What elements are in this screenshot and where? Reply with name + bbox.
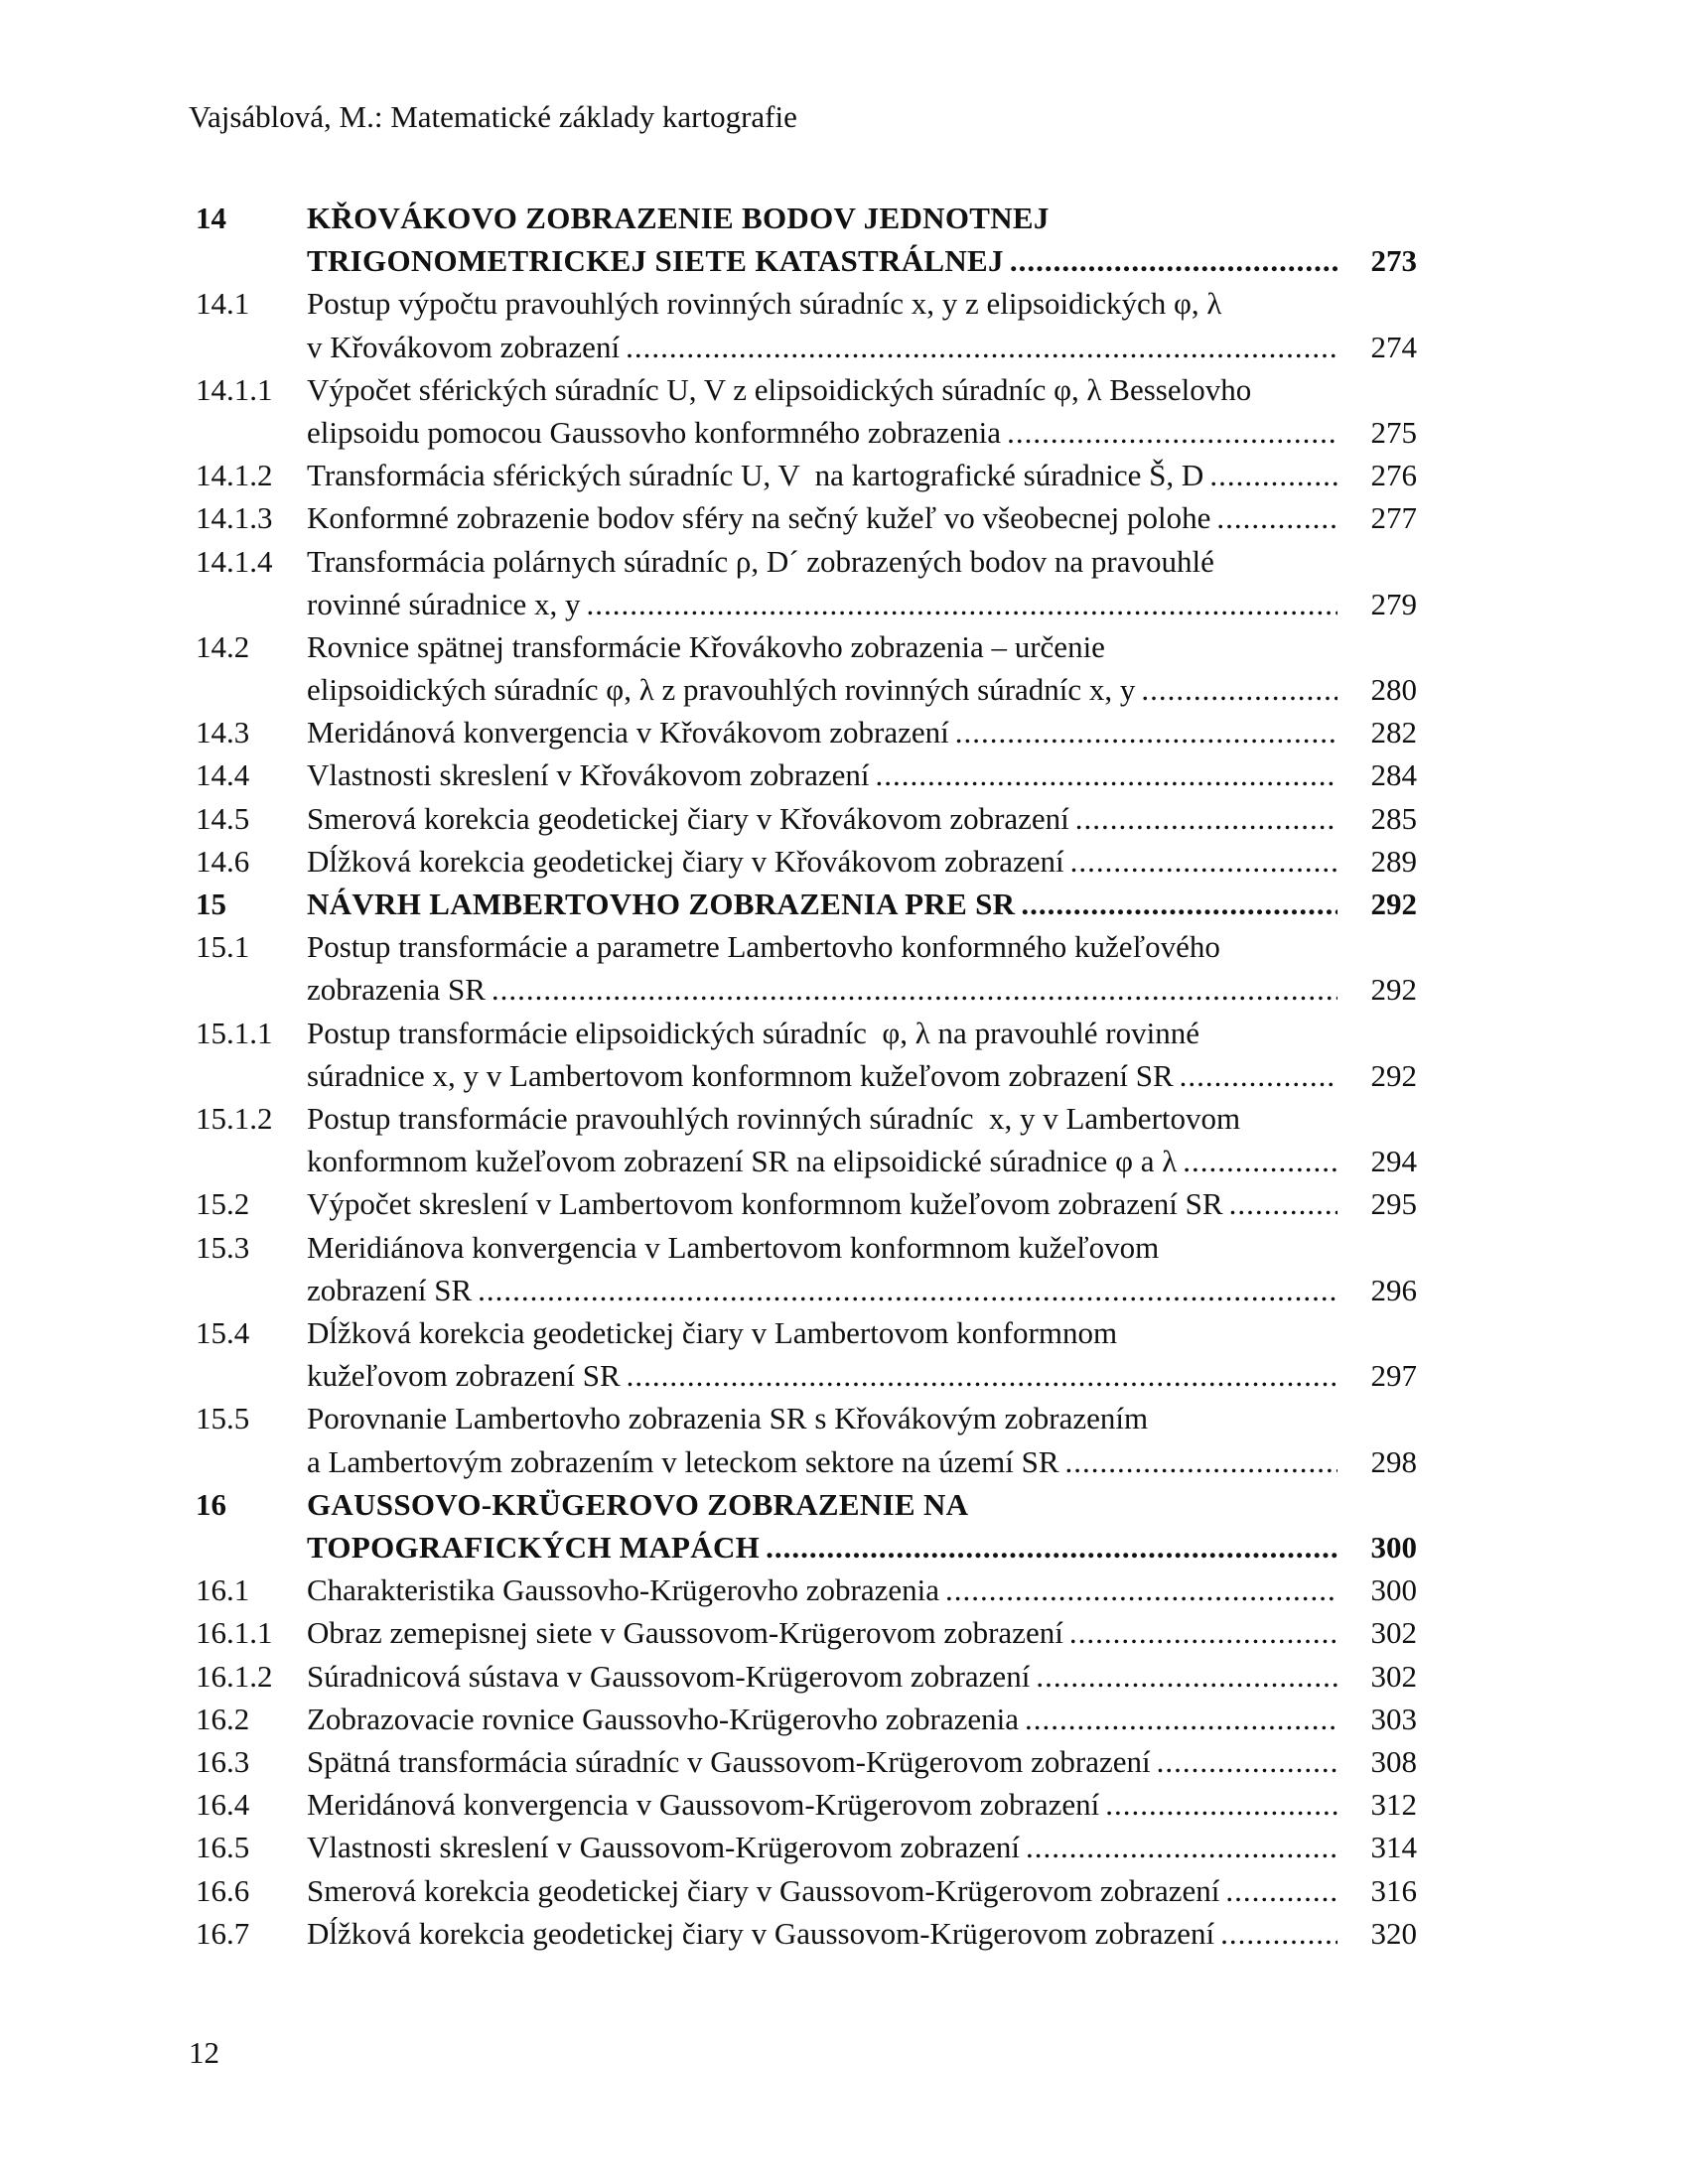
dot-leader bbox=[472, 1269, 1336, 1311]
dot-leader bbox=[1020, 1826, 1336, 1868]
dot-leader bbox=[1151, 1740, 1337, 1783]
toc-title-line bbox=[307, 968, 1417, 1011]
toc-entry-title bbox=[307, 1569, 1417, 1611]
toc-entry-number: 14.5 bbox=[196, 800, 250, 836]
toc-title-line bbox=[307, 797, 1417, 840]
toc-entry bbox=[196, 1912, 1417, 1955]
toc-page-number: 295 bbox=[1370, 1186, 1417, 1222]
toc-entry-title bbox=[307, 1869, 1417, 1912]
toc-entry-title bbox=[307, 368, 1417, 454]
toc-entry bbox=[196, 368, 1417, 454]
toc-title-line bbox=[307, 411, 1417, 454]
toc-title-line bbox=[307, 840, 1417, 883]
toc-entry-title bbox=[307, 925, 1417, 1011]
dot-leader bbox=[1019, 1698, 1337, 1740]
toc-page-number: 314 bbox=[1370, 1830, 1417, 1865]
toc-title-line bbox=[307, 668, 1417, 711]
toc-entry-number: 14 bbox=[196, 201, 226, 235]
toc-title-text: Postup transformácie elipsoidických súradníc φ, λ na pravouhlé rovinné bbox=[307, 1015, 1199, 1050]
toc-title-text: súradnice x, y v Lambertovom konformnom kužeľovom zobrazení SR bbox=[307, 1057, 1174, 1093]
dot-leader bbox=[1063, 1611, 1337, 1654]
toc-title-text: Obraz zemepisnej siete v Gaussovom-Krügerovom zobrazení bbox=[307, 1615, 1063, 1651]
toc-entry-number: 14.1.4 bbox=[196, 543, 273, 579]
toc-title-text: elipsoidických súradníc φ, λ z pravouhlých rovinných súradníc x, y bbox=[307, 672, 1136, 708]
toc-entry-title bbox=[307, 1826, 1417, 1868]
toc-entry bbox=[196, 1397, 1417, 1482]
toc-entry bbox=[196, 1012, 1417, 1097]
dot-leader bbox=[949, 711, 1337, 753]
toc-title-text: Vlastnosti skreslení v Gaussovom-Krügerovom zobrazení bbox=[307, 1830, 1021, 1865]
toc-entry-number: 14.4 bbox=[196, 757, 250, 793]
toc-entry-title bbox=[307, 197, 1417, 282]
toc-title-text: Dĺžková korekcia geodetickej čiary v Lambertovom konformnom bbox=[307, 1315, 1118, 1350]
toc-title-line bbox=[307, 583, 1417, 625]
toc-title-line bbox=[307, 368, 1417, 411]
toc-title-line bbox=[307, 1397, 1417, 1439]
toc-title-line bbox=[307, 239, 1417, 282]
toc-title-line bbox=[307, 1826, 1417, 1868]
toc-entry-title bbox=[307, 1397, 1417, 1482]
toc-title-line bbox=[307, 540, 1417, 583]
dot-leader bbox=[1069, 797, 1337, 840]
toc-title-line bbox=[307, 282, 1417, 325]
toc-entry-number: 16.5 bbox=[196, 1830, 250, 1865]
toc-page-number: 276 bbox=[1370, 458, 1417, 493]
toc-page-number: 298 bbox=[1370, 1443, 1417, 1479]
toc-entry-number: 15.3 bbox=[196, 1229, 250, 1265]
toc-entry-number: 15.2 bbox=[196, 1186, 250, 1222]
toc-entry-title bbox=[307, 1740, 1417, 1783]
toc-page-number: 294 bbox=[1370, 1144, 1417, 1179]
toc-entry-number: 14.3 bbox=[196, 715, 250, 751]
dot-leader bbox=[939, 1569, 1337, 1611]
toc-title-text: Postup transformácie pravouhlých rovinných súradníc x, y v Lambertovom bbox=[307, 1101, 1241, 1137]
toc-title-line bbox=[307, 197, 1417, 239]
toc-page-number: 292 bbox=[1370, 1057, 1417, 1093]
toc-page-number: 292 bbox=[1370, 887, 1417, 922]
toc-entry-title bbox=[307, 282, 1417, 367]
toc-title-text: GAUSSOVO-KRÜGEROVO ZOBRAZENIE NA bbox=[307, 1486, 969, 1522]
toc-entry-number: 16.3 bbox=[196, 1743, 250, 1779]
toc-entry-number: 15 bbox=[196, 887, 226, 922]
toc-entry bbox=[196, 1869, 1417, 1912]
toc-page-number: 274 bbox=[1370, 329, 1417, 364]
toc-title-line bbox=[307, 1311, 1417, 1354]
toc-title-line bbox=[307, 625, 1417, 668]
toc-title-line bbox=[307, 711, 1417, 753]
toc-entry-number: 14.1 bbox=[196, 286, 250, 322]
dot-leader bbox=[620, 326, 1336, 368]
toc-entry-title bbox=[307, 1783, 1417, 1826]
toc-entry-title bbox=[307, 625, 1417, 711]
toc-page-number: 273 bbox=[1370, 243, 1417, 279]
toc-title-text: Postup transformácie a parametre Lambertovho konformného kužeľového bbox=[307, 929, 1220, 965]
toc-title-line bbox=[307, 1611, 1417, 1654]
toc-entry-title bbox=[307, 540, 1417, 625]
toc-title-line bbox=[307, 925, 1417, 968]
toc-entry-title bbox=[307, 1483, 1417, 1569]
toc-page-number: 285 bbox=[1370, 800, 1417, 836]
toc-entry bbox=[196, 1740, 1417, 1783]
toc-title-line bbox=[307, 1354, 1417, 1397]
toc-title-text: KŘOVÁKOVO ZOBRAZENIE BODOV JEDNOTNEJ bbox=[307, 201, 1050, 235]
toc-entry bbox=[196, 454, 1417, 496]
toc-page-number: 303 bbox=[1370, 1701, 1417, 1736]
dot-leader bbox=[1203, 454, 1336, 496]
toc-page-number: 277 bbox=[1370, 500, 1417, 536]
toc-title-text: TOPOGRAFICKÝCH MAPÁCH bbox=[307, 1529, 761, 1565]
toc-title-line bbox=[307, 1783, 1417, 1826]
toc-title-text: Postup výpočtu pravouhlých rovinných súradníc x, y z elipsoidických φ, λ bbox=[307, 286, 1222, 322]
toc-entry-title bbox=[307, 1698, 1417, 1740]
toc-title-text: Rovnice spätnej transformácie Křovákovho zobrazenia – určenie bbox=[307, 628, 1105, 664]
toc-title-text: Dĺžková korekcia geodetickej čiary v Gaussovom-Krügerovom zobrazení bbox=[307, 1915, 1215, 1951]
toc-entry-number: 16.2 bbox=[196, 1701, 250, 1736]
toc-entry bbox=[196, 1097, 1417, 1182]
toc-page-number: 316 bbox=[1370, 1872, 1417, 1908]
toc-title-line bbox=[307, 1526, 1417, 1569]
toc-entry-number: 14.1.3 bbox=[196, 500, 273, 536]
toc-entry bbox=[196, 1655, 1417, 1698]
toc-title-text: Konformné zobrazenie bodov sféry na sečný kužeľ vo všeobecnej polohe bbox=[307, 500, 1211, 536]
toc-page-number: 302 bbox=[1370, 1658, 1417, 1694]
dot-leader bbox=[1099, 1783, 1336, 1826]
toc-entry-title bbox=[307, 797, 1417, 840]
toc-entry-number: 15.1.2 bbox=[196, 1101, 273, 1137]
toc-entry bbox=[196, 797, 1417, 840]
toc-entry bbox=[196, 496, 1417, 539]
toc-title-text: Výpočet skreslení v Lambertovom konformnom kužeľovom zobrazení SR bbox=[307, 1186, 1223, 1222]
dot-leader bbox=[621, 1354, 1337, 1397]
toc-title-line bbox=[307, 326, 1417, 368]
dot-leader bbox=[580, 583, 1336, 625]
toc-entry bbox=[196, 1783, 1417, 1826]
toc-page-number: 302 bbox=[1370, 1615, 1417, 1651]
toc-entry-number: 16.6 bbox=[196, 1872, 250, 1908]
toc-entry-number: 16 bbox=[196, 1486, 226, 1522]
toc-title-text: Smerová korekcia geodetickej čiary v Křovákovom zobrazení bbox=[307, 800, 1069, 836]
toc-entry-title bbox=[307, 454, 1417, 496]
toc-entry-title bbox=[307, 1182, 1417, 1225]
dot-leader bbox=[869, 753, 1336, 796]
toc-title-text: Dĺžková korekcia geodetickej čiary v Křovákovom zobrazení bbox=[307, 843, 1064, 879]
toc-title-text: Výpočet sférických súradníc U, V z elipsoidických súradníc φ, λ Besselovho bbox=[307, 371, 1252, 407]
toc-title-text: Meridánová konvergencia v Gaussovom-Krügerovom zobrazení bbox=[307, 1787, 1100, 1823]
toc-title-line bbox=[307, 883, 1417, 925]
toc-entry-title bbox=[307, 1226, 1417, 1311]
toc-entry bbox=[196, 282, 1417, 367]
page-number: 12 bbox=[189, 2035, 219, 2070]
toc-title-text: TRIGONOMETRICKEJ SIETE KATASTRÁLNEJ bbox=[307, 243, 1004, 279]
toc-page-number: 289 bbox=[1370, 843, 1417, 879]
toc-title-line bbox=[307, 1182, 1417, 1225]
toc-title-text: Transformácia polárnych súradníc ρ, D´ zobrazených bodov na pravouhlé bbox=[307, 543, 1214, 579]
toc-chapter-entry bbox=[196, 197, 1417, 282]
toc-title-text: a Lambertovým zobrazením v leteckom sektore na území SR bbox=[307, 1443, 1059, 1479]
dot-leader bbox=[1030, 1655, 1336, 1698]
dot-leader bbox=[1210, 496, 1336, 539]
toc-title-line bbox=[307, 1655, 1417, 1698]
toc-title-line bbox=[307, 1097, 1417, 1140]
dot-leader bbox=[1004, 239, 1337, 282]
table-of-contents bbox=[196, 197, 1417, 1955]
toc-title-line bbox=[307, 1269, 1417, 1311]
dot-leader bbox=[1214, 1912, 1336, 1955]
toc-entry bbox=[196, 1698, 1417, 1740]
dot-leader bbox=[1064, 840, 1337, 883]
toc-title-text: elipsoidu pomocou Gaussovho konformného zobrazenia bbox=[307, 414, 1002, 450]
toc-entry bbox=[196, 711, 1417, 753]
toc-title-line bbox=[307, 454, 1417, 496]
toc-entry bbox=[196, 1182, 1417, 1225]
toc-entry-title bbox=[307, 1012, 1417, 1097]
toc-title-text: Spätná transformácia súradníc v Gaussovom-Krügerovom zobrazení bbox=[307, 1743, 1151, 1779]
toc-page-number: 300 bbox=[1370, 1572, 1417, 1608]
toc-title-text: Porovnanie Lambertovho zobrazenia SR s Křovákovým zobrazením bbox=[307, 1401, 1149, 1436]
toc-title-text: kužeľovom zobrazení SR bbox=[307, 1358, 621, 1394]
toc-entry-number: 16.4 bbox=[196, 1787, 250, 1823]
toc-entry-title bbox=[307, 496, 1417, 539]
toc-title-line bbox=[307, 1740, 1417, 1783]
toc-entry-title bbox=[307, 753, 1417, 796]
toc-entry bbox=[196, 540, 1417, 625]
toc-page-number: 280 bbox=[1370, 672, 1417, 708]
dot-leader bbox=[1135, 668, 1336, 711]
toc-entry bbox=[196, 753, 1417, 796]
toc-chapter-entry bbox=[196, 1483, 1417, 1569]
toc-entry-number: 16.1 bbox=[196, 1572, 250, 1608]
toc-entry bbox=[196, 1569, 1417, 1611]
dot-leader bbox=[1059, 1440, 1337, 1483]
dot-leader bbox=[486, 968, 1337, 1011]
toc-title-line bbox=[307, 1698, 1417, 1740]
toc-entry-title bbox=[307, 1912, 1417, 1955]
toc-title-line bbox=[307, 1012, 1417, 1054]
toc-entry bbox=[196, 1826, 1417, 1868]
toc-title-text: Transformácia sférických súradníc U, V na kartografické súradnice Š, D bbox=[307, 458, 1204, 493]
toc-title-text: Smerová korekcia geodetickej čiary v Gaussovom-Krügerovom zobrazení bbox=[307, 1872, 1220, 1908]
toc-title-line bbox=[307, 1440, 1417, 1483]
dot-leader bbox=[1219, 1869, 1336, 1912]
toc-title-line bbox=[307, 1869, 1417, 1912]
toc-entry-number: 16.1.1 bbox=[196, 1615, 273, 1651]
toc-entry-number: 15.1.1 bbox=[196, 1015, 273, 1050]
toc-page-number: 282 bbox=[1370, 715, 1417, 751]
toc-entry-title bbox=[307, 1311, 1417, 1397]
toc-title-text: Súradnicová sústava v Gaussovom-Krügerovom zobrazení bbox=[307, 1658, 1031, 1694]
toc-page-number: 275 bbox=[1370, 414, 1417, 450]
toc-title-line bbox=[307, 1483, 1417, 1526]
toc-page-number: 279 bbox=[1370, 586, 1417, 621]
toc-title-text: Zobrazovacie rovnice Gaussovho-Krügerovho zobrazenia bbox=[307, 1701, 1019, 1736]
toc-entry-number: 14.1.1 bbox=[196, 371, 273, 407]
toc-entry bbox=[196, 1611, 1417, 1654]
toc-page-number: 297 bbox=[1370, 1358, 1417, 1394]
toc-entry-title bbox=[307, 1611, 1417, 1654]
toc-title-text: konformnom kužeľovom zobrazení SR na elipsoidické súradnice φ a λ bbox=[307, 1144, 1178, 1179]
toc-title-text: Meridánová konvergencia v Křovákovom zobrazení bbox=[307, 715, 949, 751]
toc-title-text: Meridiánova konvergencia v Lambertovom konformnom kužeľovom bbox=[307, 1229, 1160, 1265]
dot-leader bbox=[1001, 411, 1336, 454]
toc-title-text: Vlastnosti skreslení v Křovákovom zobrazení bbox=[307, 757, 870, 793]
toc-title-text: NÁVRH LAMBERTOVHO ZOBRAZENIA PRE SR bbox=[307, 887, 1016, 922]
toc-entry bbox=[196, 925, 1417, 1011]
toc-entry bbox=[196, 1311, 1417, 1397]
toc-title-text: zobrazenia SR bbox=[307, 972, 486, 1008]
toc-page-number: 296 bbox=[1370, 1272, 1417, 1307]
dot-leader bbox=[1015, 883, 1336, 925]
toc-title-text: rovinné súradnice x, y bbox=[307, 586, 581, 621]
toc-entry bbox=[196, 1226, 1417, 1311]
toc-title-line bbox=[307, 1054, 1417, 1097]
toc-title-line bbox=[307, 1226, 1417, 1269]
dot-leader bbox=[1177, 1140, 1336, 1182]
toc-entry-number: 14.1.2 bbox=[196, 458, 273, 493]
toc-title-line bbox=[307, 1140, 1417, 1182]
toc-entry-title bbox=[307, 1097, 1417, 1182]
toc-page-number: 284 bbox=[1370, 757, 1417, 793]
toc-title-line bbox=[307, 1912, 1417, 1955]
toc-entry bbox=[196, 625, 1417, 711]
toc-page-number: 300 bbox=[1370, 1529, 1417, 1565]
toc-entry-title bbox=[307, 1655, 1417, 1698]
toc-page-number: 308 bbox=[1370, 1743, 1417, 1779]
dot-leader bbox=[760, 1526, 1336, 1569]
toc-entry bbox=[196, 840, 1417, 883]
toc-entry-number: 15.5 bbox=[196, 1401, 250, 1436]
toc-entry-number: 15.4 bbox=[196, 1315, 250, 1350]
toc-entry-number: 16.1.2 bbox=[196, 1658, 273, 1694]
toc-title-text: v Křovákovom zobrazení bbox=[307, 329, 621, 364]
toc-entry-number: 14.2 bbox=[196, 628, 250, 664]
toc-entry-title bbox=[307, 711, 1417, 753]
toc-page-number: 312 bbox=[1370, 1787, 1417, 1823]
toc-title-line bbox=[307, 496, 1417, 539]
toc-entry-title bbox=[307, 883, 1417, 925]
dot-leader bbox=[1223, 1182, 1337, 1225]
toc-entry-number: 16.7 bbox=[196, 1915, 250, 1951]
toc-title-line bbox=[307, 1569, 1417, 1611]
toc-title-text: zobrazení SR bbox=[307, 1272, 473, 1307]
toc-title-line bbox=[307, 753, 1417, 796]
toc-entry-number: 15.1 bbox=[196, 929, 250, 965]
dot-leader bbox=[1174, 1054, 1337, 1097]
toc-entry-title bbox=[307, 840, 1417, 883]
running-head: Vajsáblová, M.: Matematické základy kartografie bbox=[189, 99, 797, 134]
toc-page-number: 320 bbox=[1370, 1915, 1417, 1951]
toc-chapter-entry bbox=[196, 883, 1417, 925]
toc-page-number: 292 bbox=[1370, 972, 1417, 1008]
toc-entry-number: 14.6 bbox=[196, 843, 250, 879]
toc-title-text: Charakteristika Gaussovho-Krügerovho zobrazenia bbox=[307, 1572, 939, 1608]
